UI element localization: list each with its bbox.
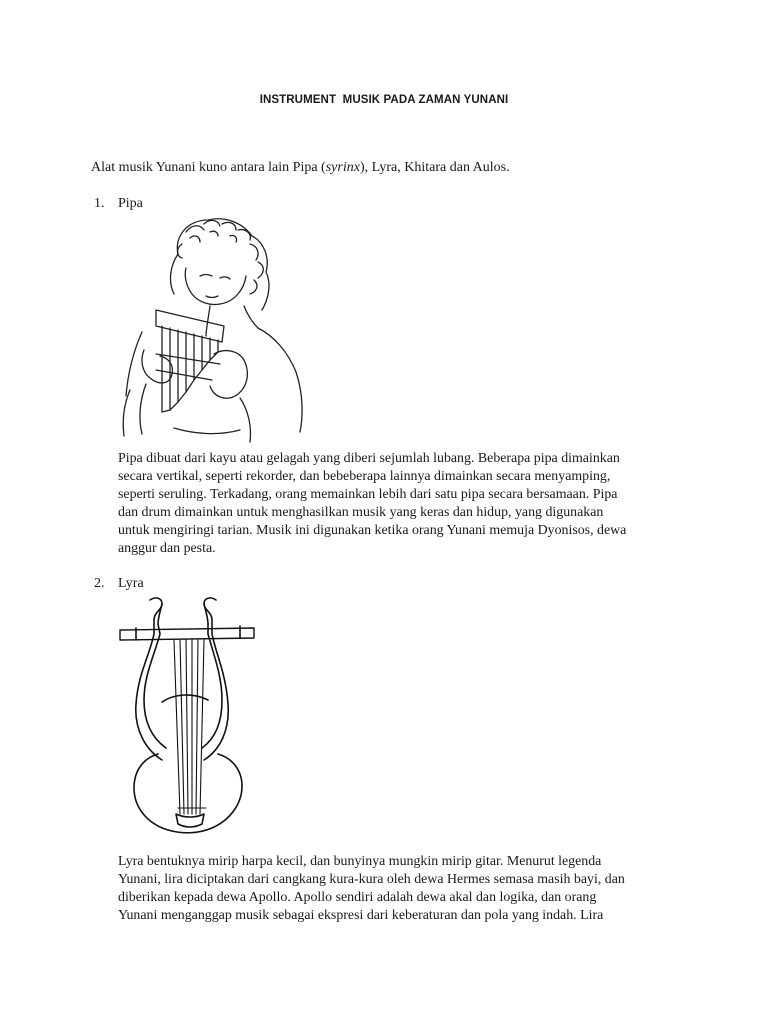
paragraph-line: Pipa dibuat dari kayu atau gelagah yang diberi sejumlah lubang. Beberapa pipa dimainkan	[118, 451, 620, 466]
lyra-description	[118, 853, 698, 925]
paragraph-line: untuk mengiringi tarian. Musik ini digunakan ketika orang Yunani memuja Dyonisos, dewa	[118, 523, 627, 538]
paragraph-line: Lyra bentuknya mirip harpa kecil, dan bunyinya mungkin mirip gitar. Menurut legenda	[118, 854, 602, 869]
paragraph-line: Yunani, lira diciptakan dari cangkang kura-kura oleh dewa Hermes semasa masih bayi, dan	[118, 872, 625, 887]
page-title: INSTRUMENT MUSIK PADA ZAMAN YUNANI	[259, 94, 509, 106]
lyre-drawing-icon	[116, 594, 262, 836]
intro-italic-term: syrinx	[325, 160, 360, 175]
paragraph-line: diberikan kepada dewa Apollo. Apollo sendiri adalah dewa akal dan logika, dan orang	[118, 890, 597, 905]
list-item-number: 2.	[94, 576, 105, 591]
paragraph-line: secara vertikal, seperti rekorder, dan bebeberapa lainnya dimainkan secara menyamping,	[118, 469, 611, 484]
intro-text-end: ), Lyra, Khitara dan Aulos.	[359, 160, 510, 175]
intro-paragraph	[91, 160, 510, 176]
paragraph-line: anggur dan pesta.	[118, 541, 216, 556]
pan-flute-player-drawing-icon	[116, 214, 308, 446]
list-item-label: Pipa	[118, 196, 143, 211]
pipa-description	[118, 450, 698, 558]
list-item-heading	[0, 576, 768, 596]
list-item-number: 1.	[94, 196, 105, 211]
paragraph-line: dan drum dimainkan untuk menghasilkan musik yang keras dan hidup, yang digunakan	[118, 505, 604, 520]
intro-text-start: Alat musik Yunani kuno antara lain Pipa (	[91, 160, 326, 175]
paragraph-line: Yunani menganggap musik sebagai ekspresi dari keberaturan dan pola yang indah. Lira	[118, 908, 604, 923]
paragraph-line: seperti seruling. Terkadang, orang memainkan lebih dari satu pipa secara bersamaan. Pipa	[118, 487, 618, 502]
list-item-heading	[0, 196, 768, 216]
list-item-label: Lyra	[118, 576, 144, 591]
